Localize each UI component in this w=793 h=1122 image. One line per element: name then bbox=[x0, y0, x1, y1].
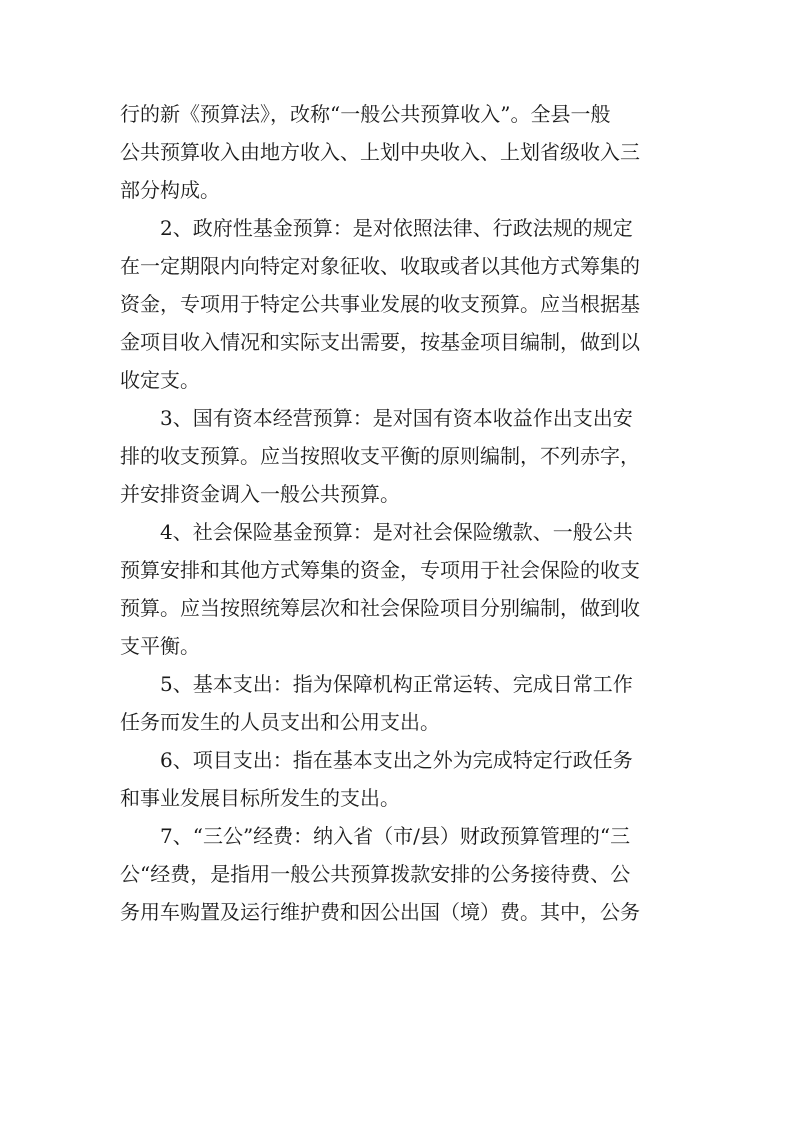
text-line: 并安排资金调入一般公共预算。 bbox=[120, 482, 400, 506]
text-line: 行的新《预算法》，改称“一般公共预算收入”。全县一般 bbox=[120, 102, 611, 126]
paragraph bbox=[120, 513, 680, 665]
text-line: 2、政府性基金预算：是对依照法律、行政法规的规定 bbox=[160, 216, 633, 240]
paragraph bbox=[120, 741, 680, 817]
paragraph bbox=[120, 209, 680, 399]
paragraph bbox=[120, 399, 680, 513]
text-line: 预算安排和其他方式筹集的资金，专项用于社会保险的收支 bbox=[120, 558, 640, 582]
text-line: 任务而发生的人员支出和公用支出。 bbox=[120, 710, 440, 734]
text-line: 5、基本支出：指为保障机构正常运转、完成日常工作 bbox=[160, 672, 633, 696]
text-line: 3、国有资本经营预算：是对国有资本收益作出支出安 bbox=[160, 406, 633, 430]
text-line: 部分构成。 bbox=[120, 178, 220, 202]
text-line: 和事业发展目标所发生的支出。 bbox=[120, 786, 400, 810]
text-line: 公“经费，是指用一般公共预算拨款安排的公务接待费、公 bbox=[120, 862, 631, 886]
text-line: 在一定期限内向特定对象征收、收取或者以其他方式筹集的 bbox=[120, 254, 640, 278]
text-line: 务用车购置及运行维护费和因公出国（境）费。其中，公务 bbox=[120, 900, 640, 924]
text-line: 6、项目支出：指在基本支出之外为完成特定行政任务 bbox=[160, 748, 633, 772]
text-line: 排的收支预算。应当按照收支平衡的原则编制，不列赤字， bbox=[120, 444, 640, 468]
text-line: 金项目收入情况和实际支出需要，按基金项目编制，做到以 bbox=[120, 330, 640, 354]
text-line: 7、“三公”经费：纳入省（市/县）财政预算管理的“三 bbox=[160, 824, 631, 848]
paragraph bbox=[120, 95, 680, 209]
paragraph bbox=[120, 665, 680, 741]
text-line: 支平衡。 bbox=[120, 634, 200, 658]
text-line: 收定支。 bbox=[120, 368, 200, 392]
document-body bbox=[120, 95, 680, 931]
text-line: 预算。应当按照统筹层次和社会保险项目分别编制，做到收 bbox=[120, 596, 640, 620]
paragraph bbox=[120, 817, 680, 931]
text-line: 公共预算收入由地方收入、上划中央收入、上划省级收入三 bbox=[120, 140, 640, 164]
text-line: 资金，专项用于特定公共事业发展的收支预算。应当根据基 bbox=[120, 292, 640, 316]
text-line: 4、社会保险基金预算：是对社会保险缴款、一般公共 bbox=[160, 520, 633, 544]
